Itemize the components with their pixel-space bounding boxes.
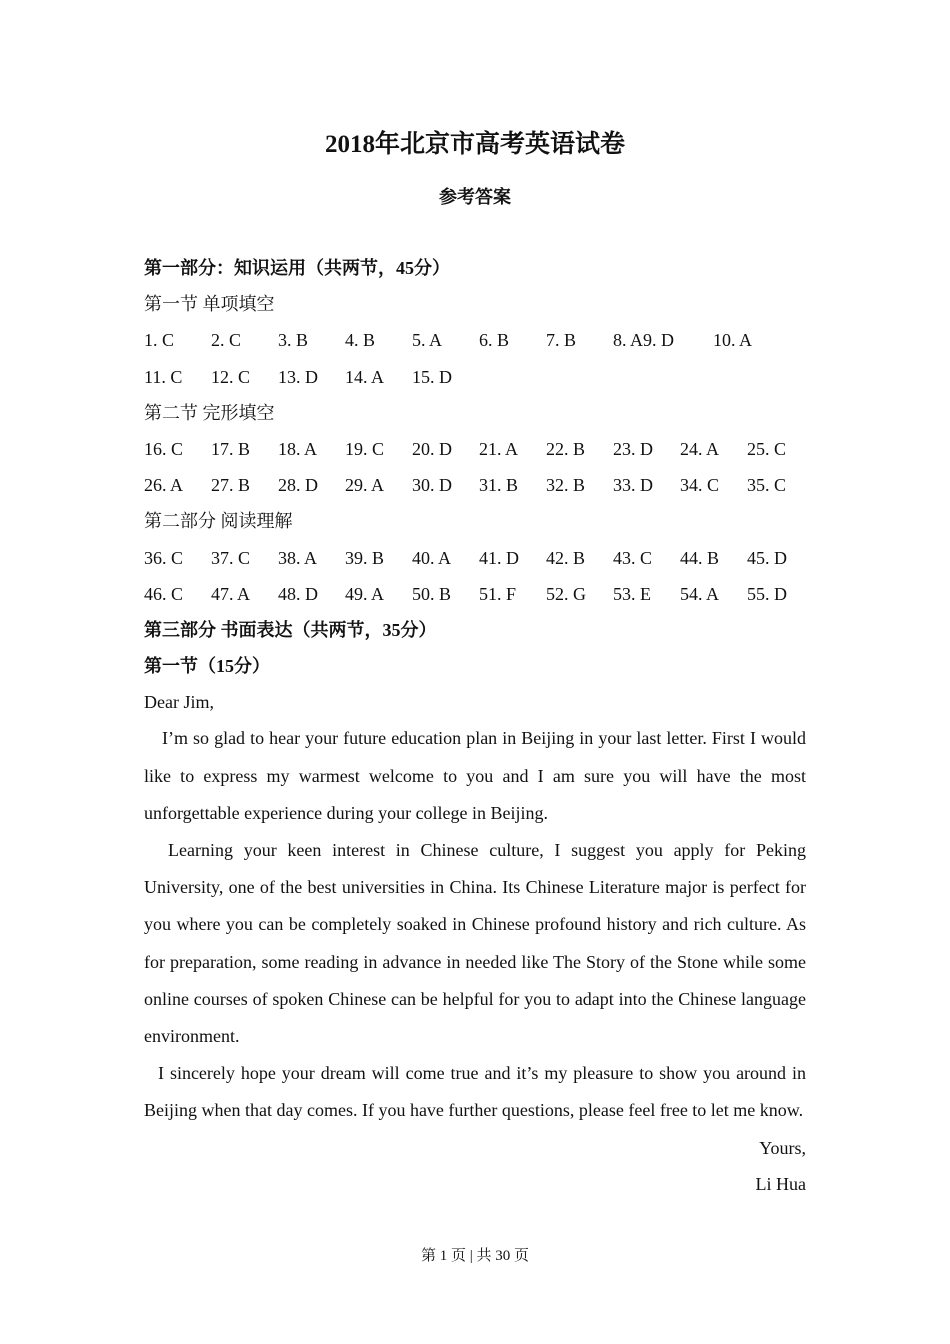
- document-body: [144, 250, 806, 1202]
- answer-item: 43. C: [613, 547, 653, 568]
- section1-heading: 第一节 单项填空: [144, 294, 275, 315]
- letter-closing: Yours,: [759, 1137, 806, 1158]
- answer-item: 42. B: [546, 547, 586, 568]
- letter-paragraph: I’m so glad to hear your future education plan in Beijing in your last letter. First I would like to express my warmest welcome to you and I am sure you will have the most unforgettable experience during your college in Beijing.: [144, 728, 806, 823]
- document-title: 2018年北京市高考英语试卷: [324, 131, 625, 158]
- answer-item: 44. B: [680, 547, 720, 568]
- letter-paragraph: I sincerely hope your dream will come true and it’s my pleasure to show you around in Beijing when that day comes. If you have further questions, please feel free to let me know.: [144, 1063, 806, 1121]
- answer-item: 50. B: [412, 583, 452, 604]
- answer-item: 2. C: [211, 330, 242, 351]
- answer-item: 28. D: [278, 475, 318, 496]
- answer-row: [144, 322, 806, 358]
- answer-row: [144, 540, 806, 576]
- answer-item: 51. F: [479, 583, 517, 604]
- part3-section1-heading: 第一节（15分）: [144, 656, 270, 677]
- answer-item: 14. A: [345, 366, 385, 387]
- answer-item: 54. A: [680, 583, 720, 604]
- answer-item: 25. C: [747, 438, 787, 459]
- answer-item: 22. B: [546, 438, 586, 459]
- answer-row: [144, 431, 806, 467]
- answer-item: 30. D: [412, 475, 452, 496]
- answer-item: 55. D: [747, 583, 787, 604]
- answer-item: 29. A: [345, 475, 385, 496]
- answer-item: 26. A: [144, 475, 184, 496]
- answer-item: 40. A: [412, 547, 452, 568]
- answer-item: 32. B: [546, 475, 586, 496]
- letter-paragraph: Learning your keen interest in Chinese culture, I suggest you apply for Peking University, one of the best universities in China. Its Chinese Literature major is perfect for you where you can be completely soaked in Chinese profound history and rich culture. As for preparation, some reading in advance in needed like The Story of the Stone while some online courses of spoken Chinese can be helpful for you to adapt into the Chinese language environment.: [144, 840, 806, 1047]
- answer-item: 48. D: [278, 583, 318, 604]
- answer-item: 19. C: [345, 438, 385, 459]
- answer-item: 37. C: [211, 547, 251, 568]
- answer-item: 6. B: [479, 330, 510, 351]
- answer-item: 21. A: [479, 438, 519, 459]
- answer-item: 34. C: [680, 475, 720, 496]
- answer-item: 17. B: [211, 438, 251, 459]
- answer-item: 4. B: [345, 330, 376, 351]
- answer-item: 12. C: [211, 366, 251, 387]
- answer-item: 11. C: [144, 366, 183, 387]
- document-subtitle: 参考答案: [439, 187, 511, 207]
- part1-heading: 第一部分：知识运用（共两节，45分）: [144, 258, 450, 278]
- answer-item: 18. A: [278, 438, 318, 459]
- answer-item: 23. D: [613, 438, 653, 459]
- answer-item: 45. D: [747, 547, 787, 568]
- answer-item: 20. D: [412, 438, 452, 459]
- answer-item: 33. D: [613, 475, 653, 496]
- answer-item: 15. D: [412, 366, 452, 387]
- answer-item: 8. A9. D: [613, 330, 675, 351]
- answer-item: 5. A: [412, 330, 443, 351]
- letter-signature: Li Hua: [755, 1173, 806, 1194]
- answer-item: 16. C: [144, 438, 184, 459]
- answer-item: 49. A: [345, 583, 385, 604]
- answer-item: 31. B: [479, 475, 519, 496]
- letter-greeting: Dear Jim,: [144, 692, 214, 713]
- answer-item: 10. A: [713, 330, 753, 351]
- answer-item: 36. C: [144, 547, 184, 568]
- answer-item: 13. D: [278, 366, 318, 387]
- answer-item: 47. A: [211, 583, 251, 604]
- answer-item: 24. A: [680, 438, 720, 459]
- answer-item: 1. C: [144, 330, 175, 351]
- answer-item: 41. D: [479, 547, 519, 568]
- answer-row: [144, 359, 806, 395]
- answer-item: 35. C: [747, 475, 787, 496]
- answer-item: 27. B: [211, 475, 251, 496]
- answer-row: [144, 576, 806, 612]
- answer-item: 7. B: [546, 330, 577, 351]
- answer-item: 46. C: [144, 583, 184, 604]
- answer-item: 3. B: [278, 330, 309, 351]
- part2-heading: 第二部分 阅读理解: [144, 511, 293, 532]
- answer-item: 53. E: [613, 583, 651, 604]
- answer-item: 39. B: [345, 547, 385, 568]
- answer-item: 38. A: [278, 547, 318, 568]
- answer-item: 52. G: [546, 583, 586, 604]
- section2-heading: 第二节 完形填空: [144, 402, 275, 423]
- part3-heading: 第三部分 书面表达（共两节，35分）: [144, 619, 437, 640]
- page-footer: 第 1 页 | 共 30 页: [420, 1248, 529, 1264]
- answer-row: [144, 467, 806, 503]
